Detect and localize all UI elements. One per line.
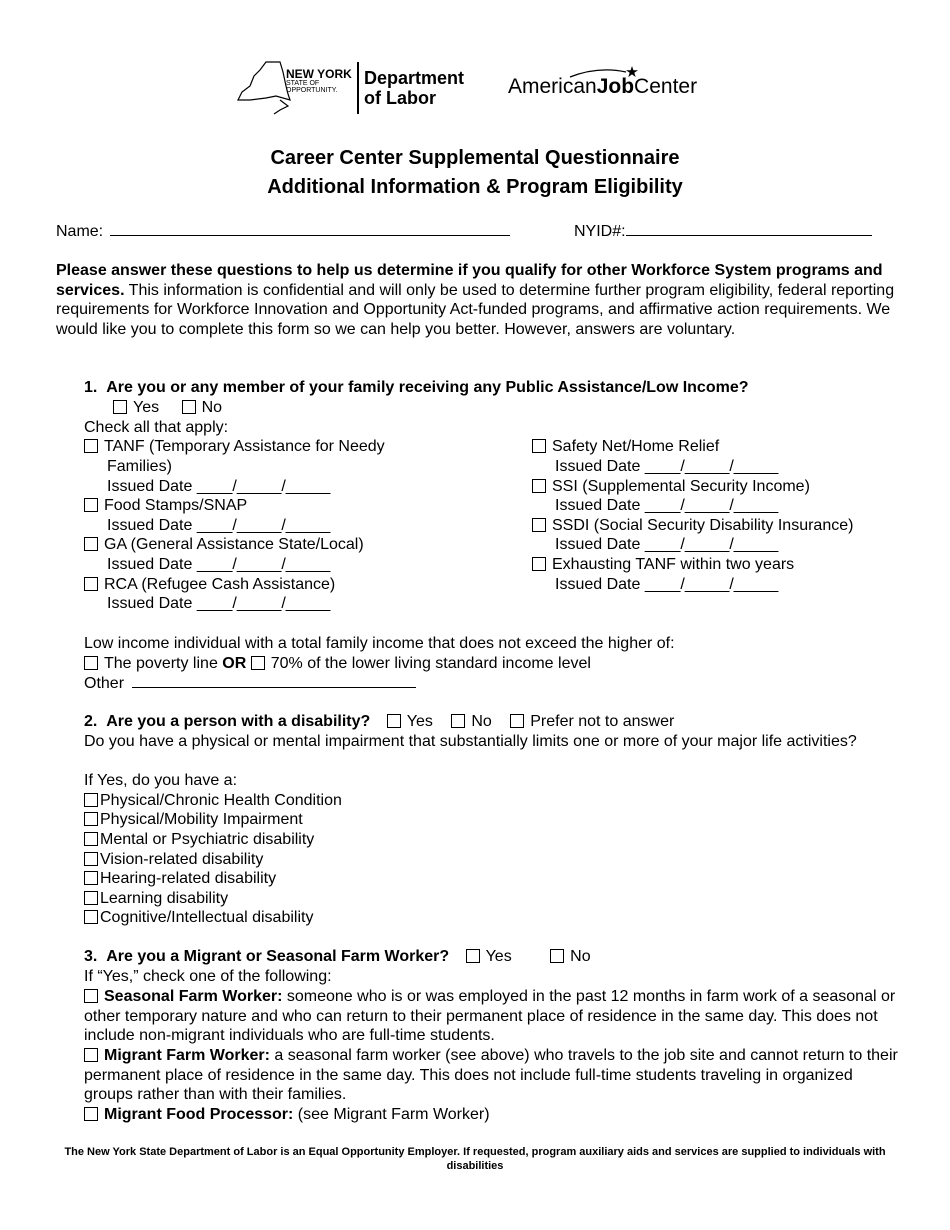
q3-question-row bbox=[84, 947, 591, 967]
q1-tanf-checkbox[interactable] bbox=[84, 439, 98, 453]
q3-seasonal-text: someone who is or was employed in the past 12 months in farm work of a seasonal or other temporary nature and who can return to their permanent place of residence in the same day. This does not include non-migrant individuals who are full-time students. bbox=[84, 988, 896, 1045]
q2-physical-chronic-checkbox[interactable] bbox=[84, 793, 98, 807]
ajc-logo-american: American bbox=[508, 75, 597, 98]
q3-migrant-item bbox=[84, 1046, 899, 1105]
nyid-label: NYID#: bbox=[574, 223, 626, 240]
name-field-row bbox=[56, 221, 510, 242]
q2-hearing-label: Hearing-related disability bbox=[100, 870, 277, 887]
dept-logo-line2: of Labor bbox=[364, 88, 436, 108]
q3-migrant-text: a seasonal farm worker (see above) who travels to the job site and cannot return to their permanent place of residence in the same day. This does not include full-time students traveling in organized groups rather than with their families. bbox=[84, 1047, 898, 1104]
name-field[interactable] bbox=[110, 221, 510, 236]
swoosh-icon bbox=[568, 68, 628, 78]
q3-yes-label: Yes bbox=[485, 948, 512, 965]
q2-no-checkbox[interactable] bbox=[451, 714, 465, 728]
q1-ssdi-checkbox[interactable] bbox=[532, 518, 546, 532]
q2-vision-checkbox[interactable] bbox=[84, 852, 98, 866]
q1-safety-net-item bbox=[532, 437, 719, 457]
q1-safety-net-checkbox[interactable] bbox=[532, 439, 546, 453]
page-subtitle: Additional Information & Program Eligibility bbox=[267, 176, 683, 198]
nyid-field-row bbox=[574, 221, 872, 242]
q1-snap-item bbox=[84, 496, 247, 516]
q1-tanf-issued-date[interactable]: Issued Date ____/_____/_____ bbox=[107, 478, 331, 495]
q2-cognitive-label: Cognitive/Intellectual disability bbox=[100, 909, 314, 926]
q1-no-checkbox[interactable] bbox=[182, 400, 196, 414]
q1-check-all: Check all that apply: bbox=[84, 419, 229, 436]
q3-processor-text: (see Migrant Farm Worker) bbox=[293, 1106, 490, 1123]
q1-snap-label: Food Stamps/SNAP bbox=[104, 497, 248, 514]
q1-tanf-item bbox=[84, 437, 385, 457]
q1-tanf-label-cont: Families) bbox=[107, 458, 172, 475]
ny-logo-line3: OPPORTUNITY. bbox=[286, 87, 338, 94]
q1-rca-issued-date[interactable]: Issued Date ____/_____/_____ bbox=[107, 595, 331, 612]
q1-poverty-label: The poverty line bbox=[104, 655, 218, 672]
q2-description: Do you have a physical or mental impairment that substantially limits one or more of your major life activities? bbox=[84, 733, 857, 750]
q1-yes-label: Yes bbox=[133, 399, 160, 416]
name-label: Name: bbox=[56, 223, 104, 240]
q1-other-field[interactable] bbox=[132, 673, 416, 688]
q2-learning-label: Learning disability bbox=[100, 890, 229, 907]
q3-seasonal-item bbox=[84, 987, 899, 1046]
q3-seasonal-title: Seasonal Farm Worker: bbox=[104, 988, 283, 1005]
q1-ssdi-issued-date[interactable]: Issued Date ____/_____/_____ bbox=[555, 536, 779, 553]
intro-paragraph bbox=[56, 261, 896, 339]
q3-no-label: No bbox=[570, 948, 591, 965]
q1-ga-checkbox[interactable] bbox=[84, 537, 98, 551]
q1-ga-issued-date[interactable]: Issued Date ____/_____/_____ bbox=[107, 556, 331, 573]
q2-item-mental bbox=[84, 830, 314, 850]
q3-if-yes: If “Yes,” check one of the following: bbox=[84, 968, 332, 985]
q2-cognitive-checkbox[interactable] bbox=[84, 910, 98, 924]
q2-hearing-checkbox[interactable] bbox=[84, 871, 98, 885]
q1-yes-checkbox[interactable] bbox=[113, 400, 127, 414]
q2-physical-mobility-checkbox[interactable] bbox=[84, 812, 98, 826]
q1-ssdi-label: SSDI (Social Security Disability Insurance) bbox=[552, 517, 854, 534]
intro-text: This information is confidential and will only be used to determine further program eligibility, federal reporting requirements for Workforce Innovation and Opportunity Act-funded programs, and affirmative action requirements. We would like you to complete this form so we can help you better. However, answers are voluntary. bbox=[56, 281, 895, 338]
q2-item-cognitive bbox=[84, 908, 313, 928]
ny-logo-line2: STATE OF bbox=[286, 80, 320, 87]
q1-question: 1. Are you or any member of your family receiving any Public Assistance/Low Income? bbox=[84, 379, 749, 396]
footer-eeo-statement: The New York State Department of Labor is an Equal Opportunity Employer. If requested, program auxiliary aids and services are supplied to individuals with disabilities bbox=[64, 1146, 886, 1172]
q1-snap-checkbox[interactable] bbox=[84, 498, 98, 512]
q1-other-row bbox=[84, 673, 416, 694]
ajc-logo-job: Job bbox=[596, 75, 635, 98]
q1-low-income-text: Low income individual with a total family income that does not exceed the higher of: bbox=[84, 635, 675, 652]
q1-tanf-label: TANF (Temporary Assistance for Needy bbox=[104, 438, 385, 455]
q3-processor-item bbox=[84, 1105, 490, 1125]
q2-item-hearing bbox=[84, 869, 276, 889]
q2-prefer-label: Prefer not to answer bbox=[530, 713, 675, 730]
q1-snap-issued-date[interactable]: Issued Date ____/_____/_____ bbox=[107, 517, 331, 534]
q2-item-learning bbox=[84, 889, 228, 909]
q1-ssi-checkbox[interactable] bbox=[532, 479, 546, 493]
q3-processor-title: Migrant Food Processor: bbox=[104, 1106, 294, 1123]
q3-yes-checkbox[interactable] bbox=[466, 949, 480, 963]
q2-prefer-checkbox[interactable] bbox=[510, 714, 524, 728]
intro-bold: Please answer these questions to help us determine if you qualify for other Workforce System programs and services. bbox=[56, 262, 883, 299]
q2-physical-mobility-label: Physical/Mobility Impairment bbox=[100, 811, 303, 828]
q1-poverty-checkbox[interactable] bbox=[84, 656, 98, 670]
q3-no-checkbox[interactable] bbox=[550, 949, 564, 963]
q2-yes-checkbox[interactable] bbox=[387, 714, 401, 728]
q1-ssi-issued-date[interactable]: Issued Date ____/_____/_____ bbox=[555, 497, 779, 514]
q3-question: 3. Are you a Migrant or Seasonal Farm Worker? bbox=[84, 948, 450, 965]
q2-mental-label: Mental or Psychiatric disability bbox=[100, 831, 315, 848]
q3-migrant-checkbox[interactable] bbox=[84, 1048, 98, 1062]
q2-if-yes: If Yes, do you have a: bbox=[84, 772, 238, 789]
q1-low-income-options bbox=[84, 654, 591, 674]
q2-question-row bbox=[84, 712, 674, 732]
q3-processor-checkbox[interactable] bbox=[84, 1107, 98, 1121]
q1-seventy-checkbox[interactable] bbox=[251, 656, 265, 670]
q2-vision-label: Vision-related disability bbox=[100, 851, 264, 868]
q1-safety-net-label: Safety Net/Home Relief bbox=[552, 438, 720, 455]
q1-exhausting-tanf-checkbox[interactable] bbox=[532, 557, 546, 571]
q2-learning-checkbox[interactable] bbox=[84, 891, 98, 905]
q2-yes-label: Yes bbox=[406, 713, 433, 730]
q2-no-label: No bbox=[471, 713, 492, 730]
nys-dol-logo bbox=[236, 60, 476, 116]
nyid-field[interactable] bbox=[626, 221, 872, 236]
q1-rca-item bbox=[84, 575, 335, 595]
q1-ssi-item bbox=[532, 477, 810, 497]
q1-no-label: No bbox=[201, 399, 223, 416]
q2-item-vision bbox=[84, 850, 263, 870]
q1-ssi-label: SSI (Supplemental Security Income) bbox=[552, 478, 810, 495]
ny-logo-line1: NEW YORK bbox=[286, 67, 352, 81]
ajc-logo-center: Center bbox=[634, 75, 698, 98]
q2-item-physical-chronic bbox=[84, 791, 342, 811]
q1-ga-item bbox=[84, 535, 364, 555]
dept-logo-line1: Department bbox=[364, 68, 465, 88]
q1-ssdi-item bbox=[532, 516, 853, 536]
q2-physical-chronic-label: Physical/Chronic Health Condition bbox=[100, 792, 342, 809]
q1-or-label: OR bbox=[222, 655, 247, 672]
q2-item-physical-mobility bbox=[84, 810, 303, 830]
q1-ga-label: GA (General Assistance State/Local) bbox=[104, 536, 364, 553]
q1-exhausting-tanf-label: Exhausting TANF within two years bbox=[552, 556, 795, 573]
q1-exhausting-tanf-item bbox=[532, 555, 794, 575]
q1-safety-net-issued-date[interactable]: Issued Date ____/_____/_____ bbox=[555, 458, 779, 475]
q3-migrant-title: Migrant Farm Worker: bbox=[104, 1047, 270, 1064]
q2-question: 2. Are you a person with a disability? bbox=[84, 713, 371, 730]
q1-rca-label: RCA (Refugee Cash Assistance) bbox=[104, 576, 336, 593]
q1-other-label: Other bbox=[84, 675, 125, 692]
q3-seasonal-checkbox[interactable] bbox=[84, 989, 98, 1003]
q1-answer-row bbox=[113, 398, 222, 418]
american-job-center-logo bbox=[508, 74, 697, 100]
q2-mental-checkbox[interactable] bbox=[84, 832, 98, 846]
q1-seventy-label: 70% of the lower living standard income level bbox=[270, 655, 591, 672]
q1-exhausting-tanf-issued-date[interactable]: Issued Date ____/_____/_____ bbox=[555, 576, 779, 593]
q1-rca-checkbox[interactable] bbox=[84, 577, 98, 591]
logo-divider bbox=[357, 62, 359, 114]
page-title: Career Center Supplemental Questionnaire bbox=[270, 147, 680, 169]
